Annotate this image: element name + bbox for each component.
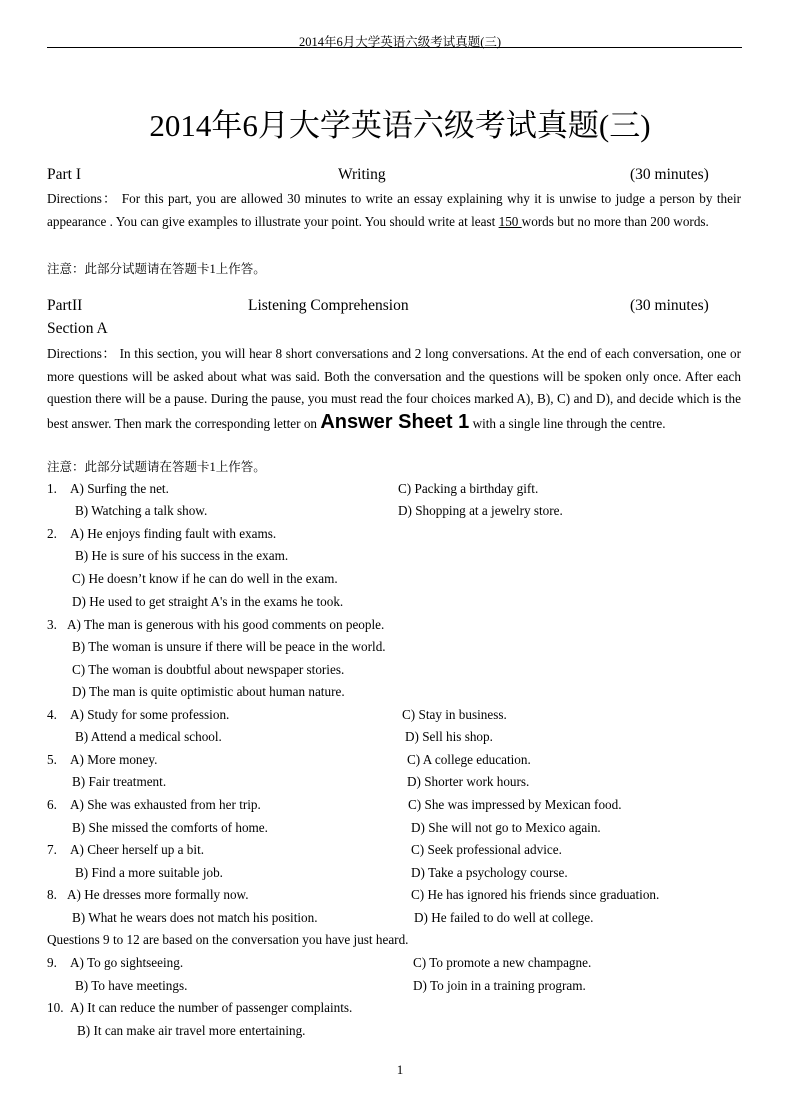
part1-label: Part I bbox=[47, 166, 82, 183]
q6-option-a: A) She was exhausted from her trip. bbox=[70, 797, 261, 812]
q8-option-d: D) He failed to do well at college. bbox=[414, 910, 594, 925]
answer-sheet-label: Answer Sheet 1 bbox=[320, 410, 470, 433]
q6-option-c: C) She was impressed by Mexican food. bbox=[408, 797, 622, 812]
q8-option-c: C) He has ignored his friends since graduation. bbox=[411, 887, 660, 902]
q4-option-a: A) Study for some profession. bbox=[70, 707, 230, 722]
question-number: 10. bbox=[47, 1000, 64, 1015]
q10-option-b: B) It can make air travel more entertaining. bbox=[77, 1023, 306, 1038]
part1-directions bbox=[47, 188, 741, 233]
question-number: 1. bbox=[47, 481, 57, 496]
q1-option-d: D) Shopping at a jewelry store. bbox=[398, 503, 563, 518]
part2-label: PartII bbox=[47, 297, 83, 314]
q5-option-a: A) More money. bbox=[70, 752, 158, 767]
questions-group-note: Questions 9 to 12 are based on the conversation you have just heard. bbox=[47, 932, 409, 947]
q5-option-d: D) Shorter work hours. bbox=[407, 774, 530, 789]
page-title: 2014年6月大学英语六级考试真题(三) bbox=[149, 108, 651, 143]
q3-option-d: D) The man is quite optimistic about human nature. bbox=[72, 684, 345, 699]
q10-option-a: A) It can reduce the number of passenger complaints. bbox=[70, 1000, 353, 1015]
header-rule bbox=[47, 47, 742, 48]
part2-time: (30 minutes) bbox=[630, 297, 709, 314]
part2-name: Listening Comprehension bbox=[248, 297, 409, 314]
part2-directions-text: Directions： In this section, you will hear 8 short conversations and 2 long conversations. At the end of each conversation, one or more questions will be asked about what was said. Both the conversation and the questions will be spoken only once. After each question there will be a pause. During the pause, you must read the four choices marked A), B), C) and D), and decide which is the best answer. Then mark the corresponding letter on bbox=[47, 346, 741, 431]
q4-option-c: C) Stay in business. bbox=[402, 707, 507, 722]
question-number: 7. bbox=[47, 842, 57, 857]
q9-option-b: B) To have meetings. bbox=[75, 978, 188, 993]
q9-option-c: C) To promote a new champagne. bbox=[413, 955, 592, 970]
q1-option-c: C) Packing a birthday gift. bbox=[398, 481, 539, 496]
q6-option-b: B) She missed the comforts of home. bbox=[72, 820, 268, 835]
q2-option-b: B) He is sure of his success in the exam. bbox=[75, 548, 289, 563]
q8-option-a: A) He dresses more formally now. bbox=[67, 887, 249, 902]
question-number: 5. bbox=[47, 752, 57, 767]
part1-directions-text: Directions： For this part, you are allowed 30 minutes to write an essay explaining why it is unwise to judge a person by their appearance . You can give examples to illustrate your point. You should write at least bbox=[47, 191, 741, 229]
running-header: 2014年6月大学英语六级考试真题(三) bbox=[298, 35, 502, 49]
q7-option-b: B) Find a more suitable job. bbox=[75, 865, 223, 880]
question-number: 8. bbox=[47, 887, 57, 902]
page-number: 1 bbox=[396, 1062, 404, 1077]
part2-directions-end: with a single line through the centre. bbox=[469, 415, 666, 431]
q2-option-a: A) He enjoys finding fault with exams. bbox=[70, 526, 277, 541]
question-number: 4. bbox=[47, 707, 57, 722]
q9-option-d: D) To join in a training program. bbox=[413, 978, 586, 993]
q2-option-c: C) He doesn’t know if he can do well in the exam. bbox=[72, 571, 338, 586]
q2-option-d: D) He used to get straight A's in the exams he took. bbox=[72, 594, 344, 609]
part1-name: Writing bbox=[338, 166, 386, 183]
section-a-heading: Section A bbox=[47, 320, 108, 337]
q6-option-d: D) She will not go to Mexico again. bbox=[411, 820, 601, 835]
q4-option-b: B) Attend a medical school. bbox=[75, 729, 222, 744]
q3-option-a: A) The man is generous with his good comments on people. bbox=[67, 617, 385, 632]
q3-option-c: C) The woman is doubtful about newspaper stories. bbox=[72, 662, 345, 677]
part2-note: 注意：此部分试题请在答题卡1上作答。 bbox=[47, 460, 266, 474]
part2-directions bbox=[47, 343, 741, 435]
q5-option-b: B) Fair treatment. bbox=[72, 774, 167, 789]
q7-option-c: C) Seek professional advice. bbox=[411, 842, 562, 857]
question-number: 2. bbox=[47, 526, 57, 541]
question-number: 3. bbox=[47, 617, 57, 632]
q9-option-a: A) To go sightseeing. bbox=[70, 955, 184, 970]
q4-option-d: D) Sell his shop. bbox=[405, 729, 493, 744]
q1-option-a: A) Surfing the net. bbox=[70, 481, 169, 496]
q7-option-a: A) Cheer herself up a bit. bbox=[70, 842, 205, 857]
part1-time: (30 minutes) bbox=[630, 166, 709, 183]
q3-option-b: B) The woman is unsure if there will be peace in the world. bbox=[72, 639, 386, 654]
q8-option-b: B) What he wears does not match his position. bbox=[72, 910, 318, 925]
part1-directions-end: words but no more than 200 words. bbox=[521, 213, 709, 229]
q5-option-c: C) A college education. bbox=[407, 752, 531, 767]
q1-option-b: B) Watching a talk show. bbox=[75, 503, 208, 518]
q7-option-d: D) Take a psychology course. bbox=[411, 865, 568, 880]
question-number: 6. bbox=[47, 797, 57, 812]
part1-note: 注意：此部分试题请在答题卡1上作答。 bbox=[47, 262, 266, 276]
question-number: 9. bbox=[47, 955, 57, 970]
part1-word-count: 150 bbox=[498, 213, 522, 229]
